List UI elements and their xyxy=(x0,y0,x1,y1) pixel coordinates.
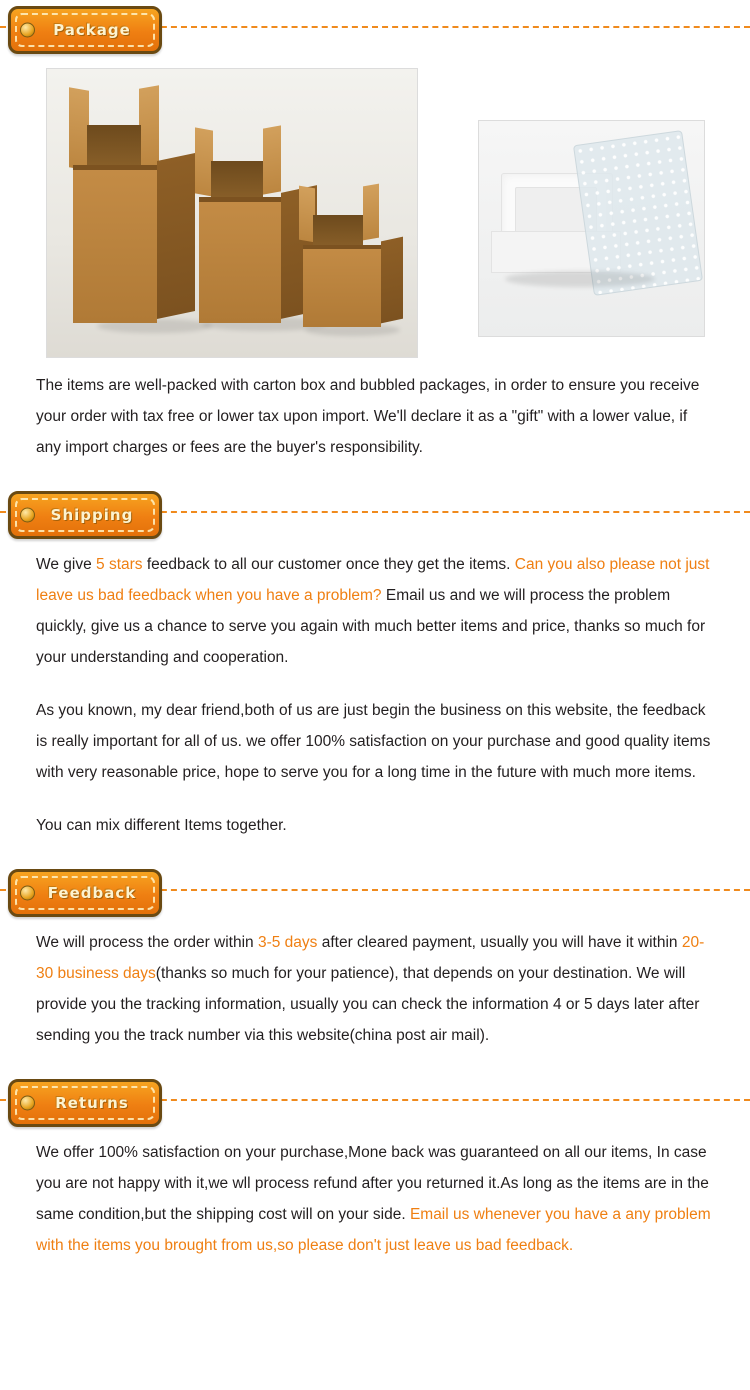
carton-flap xyxy=(263,125,281,194)
shipping-text xyxy=(0,549,750,841)
text-run: We will process the order within xyxy=(36,934,258,951)
text-run-highlight: 3-5 days xyxy=(257,934,318,951)
section-badge-label: Feedback xyxy=(47,884,137,902)
paragraph xyxy=(36,695,714,788)
section-badge-label: Returns xyxy=(55,1094,129,1112)
carton-interior xyxy=(211,161,263,201)
text-run: We offer 100% satisfaction on your purchase,Mone back was guaranteed on all our items, In case you are not happy with it,we wll process refund after you returned it.As long as the items are in the same condition,but the shipping cost will on your side. xyxy=(36,1144,709,1223)
text-run: after cleared payment, usually you will have it within xyxy=(317,934,682,951)
section-badge-label: Package xyxy=(53,21,131,39)
paragraph xyxy=(36,810,714,841)
carton-edge xyxy=(303,245,381,249)
section-package xyxy=(0,0,750,463)
foam-box-photo xyxy=(478,120,705,337)
carton-side xyxy=(381,237,403,324)
text-run: feedback to all our customer once they get the items. xyxy=(142,556,515,573)
carton-edge xyxy=(73,165,157,170)
section-badge-package xyxy=(8,6,162,54)
section-badge-label: Shipping xyxy=(50,506,134,524)
carton-interior xyxy=(87,125,141,169)
section-badge-returns xyxy=(8,1079,162,1127)
carton-edge xyxy=(199,197,281,202)
section-header-shipping xyxy=(0,485,750,539)
section-header-returns xyxy=(0,1073,750,1127)
text-run: You can mix different Items together. xyxy=(36,817,287,834)
carton-flap xyxy=(139,85,159,169)
feedback-text xyxy=(0,927,750,1051)
package-text xyxy=(0,370,750,463)
section-feedback xyxy=(0,863,750,1051)
carton-interior xyxy=(313,215,363,249)
text-run-highlight: 20-30 business days xyxy=(36,934,705,982)
text-run: As you known, my dear friend,both of us are just begin the business on this website, the feedback is really important for all of us. we offer 100% satisfaction on your purchase and good quality items with very reasonable price, hope to serve you for a long time in the future with much more items. xyxy=(36,702,711,781)
carton-flap xyxy=(363,184,379,241)
carton-side xyxy=(157,153,195,319)
carton-boxes-photo xyxy=(46,68,418,358)
section-badge-shipping xyxy=(8,491,162,539)
section-badge-feedback xyxy=(8,869,162,917)
paragraph xyxy=(36,927,714,1051)
text-run: (thanks so much for your patience), that depends on your destination. We will provide you the tracking information, usually you can check the information 4 or 5 days later after sending you the track number via this website(china post air mail). xyxy=(36,965,700,1044)
text-run-highlight: Can you also please not just leave us bad feedback when you have a problem? xyxy=(36,556,710,604)
package-photos xyxy=(0,60,750,360)
text-run: Email us and we will process the problem quickly, give us a chance to serve you again with much better items and price, thanks so much for your understanding and cooperation. xyxy=(36,587,706,666)
section-header-feedback xyxy=(0,863,750,917)
section-shipping xyxy=(0,485,750,841)
text-run-highlight: 5 stars xyxy=(96,556,143,573)
text-run-highlight: Email us whenever you have a any problem with the items you brought from us,so please don't just leave us bad feedback. xyxy=(36,1206,711,1254)
carton-front xyxy=(303,245,381,327)
paragraph xyxy=(36,370,714,463)
carton-flap xyxy=(69,87,89,171)
paragraph xyxy=(36,549,714,673)
text-run: The items are well-packed with carton box and bubbled packages, in order to ensure you receive your order with tax free or lower tax upon import. We'll declare it as a "gift" with a lower value, if any import charges or fees are the buyer's responsibility. xyxy=(36,377,700,456)
carton-front xyxy=(73,165,157,323)
section-returns xyxy=(0,1073,750,1261)
carton-front xyxy=(199,197,281,323)
returns-text xyxy=(0,1137,750,1261)
photo-shadow xyxy=(505,271,655,287)
section-header-package xyxy=(0,0,750,54)
text-run: We give xyxy=(36,556,97,573)
paragraph xyxy=(36,1137,714,1261)
